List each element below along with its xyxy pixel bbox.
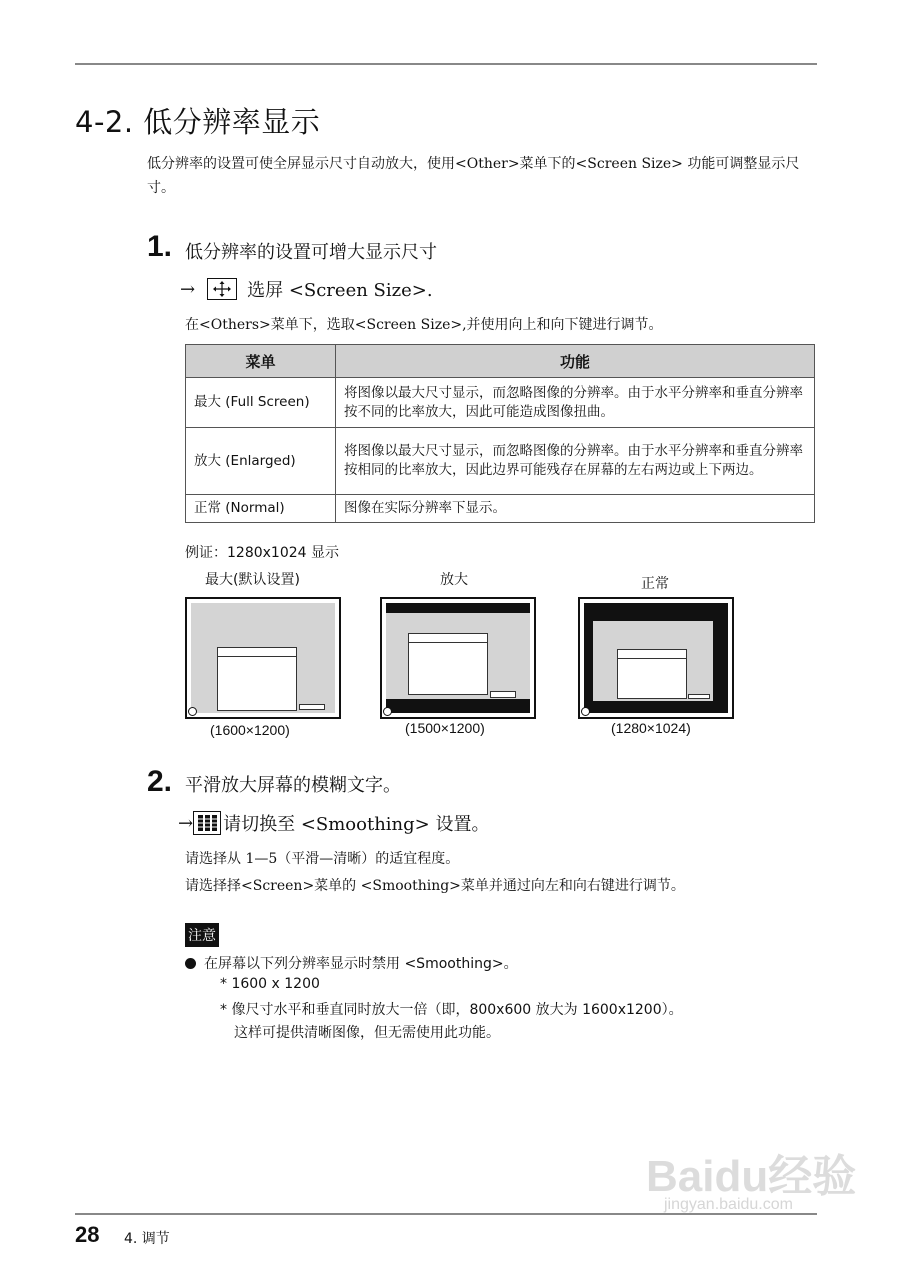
taskbar-item <box>688 694 710 699</box>
note-bullet <box>185 953 518 973</box>
table-row <box>186 428 815 495</box>
screen-size-icon <box>207 278 237 300</box>
step2-number: 2. <box>147 765 173 798</box>
arrow-icon: → <box>178 812 194 834</box>
resolution-enlarged: (1500×1200) <box>405 720 485 736</box>
resolution-normal: (1280×1024) <box>611 720 691 736</box>
step2-action <box>178 810 489 836</box>
watermark-url: jingyan.baidu.com <box>664 1196 793 1213</box>
power-led-icon <box>188 707 197 716</box>
screen-area <box>584 603 728 713</box>
example-label-enlarged: 放大 <box>440 572 468 588</box>
intro-text: 低分辨率的设置可使全屏显示尺寸自动放大，使用<Other>菜单下的<Screen Size> 功能可调整显示尺寸。 <box>147 156 800 196</box>
table-cell-function: 将图像以最大尺寸显示，而忽略图像的分辨率。由于水平分辨率和垂直分辨率按不同的比率放大，因此可能造成图像扭曲。 <box>336 378 815 428</box>
top-rule <box>75 63 817 65</box>
note-item2-cont: 这样可提供清晰图像，但无需使用此功能。 <box>234 1025 500 1041</box>
table-cell-function: 图像在实际分辨率下显示。 <box>336 495 815 523</box>
example-label-full: 最大(默认设置) <box>205 572 300 588</box>
monitor-full-screen <box>185 597 341 719</box>
note-badge: 注意 <box>185 923 219 947</box>
step2-line1: 请选择从 1—5（平滑—清晰）的适宜程度。 <box>185 851 460 867</box>
step1-instruction: 在<Others>菜单下，选取<Screen Size>,并使用向上和向下键进行调节。 <box>185 317 663 333</box>
note-bullet-text: 在屏幕以下列分辨率显示时禁用 <Smoothing>。 <box>204 956 518 972</box>
table-row <box>186 495 815 523</box>
step1-number: 1. <box>147 230 173 263</box>
step2-line2: 请选择择<Screen>菜单的 <Smoothing>菜单并通过向左和向右键进行调节。 <box>185 878 685 894</box>
step2-action-text: 请切换至 <Smoothing> 设置。 <box>223 814 490 835</box>
app-window <box>217 647 297 711</box>
app-window <box>617 649 687 699</box>
screen-area <box>386 603 530 713</box>
power-led-icon <box>383 707 392 716</box>
note-item1: * 1600 x 1200 <box>220 976 320 992</box>
power-led-icon <box>581 707 590 716</box>
table-cell-menu: 最大 (Full Screen) <box>186 378 336 428</box>
menu-function-table <box>185 344 815 523</box>
step2-heading: 平滑放大屏幕的模糊文字。 <box>185 775 401 796</box>
step1-action-text: 选屏 <Screen Size>. <box>247 280 433 301</box>
table-header-row <box>186 345 815 378</box>
watermark-brand: Baidu经验 <box>646 1152 857 1201</box>
resolution-full: (1600×1200) <box>210 722 290 738</box>
image-area <box>386 613 530 699</box>
table-row <box>186 378 815 428</box>
monitor-enlarged <box>380 597 536 719</box>
table-header-menu: 菜单 <box>186 345 336 378</box>
bottom-rule <box>75 1213 817 1215</box>
table-cell-menu: 正常 (Normal) <box>186 495 336 523</box>
table-cell-function: 将图像以最大尺寸显示，而忽略图像的分辨率。由于水平分辨率和垂直分辨率按相同的比率放大，因此边界可能残存在屏幕的左右两边或上下两边。 <box>336 428 815 495</box>
section-title: 4-2. 低分辨率显示 <box>75 105 321 139</box>
screen-area <box>191 603 335 713</box>
taskbar-item <box>490 691 516 698</box>
note-item2: * 像尺寸水平和垂直同时放大一倍（即，800x600 放大为 1600x1200）。 <box>220 1002 683 1018</box>
step1-heading: 低分辨率的设置可增大显示尺寸 <box>185 242 437 263</box>
example-label-normal: 正常 <box>641 576 669 592</box>
smoothing-icon <box>193 811 221 835</box>
chapter-label: 4. 调节 <box>124 1231 170 1247</box>
taskbar-item <box>299 704 325 710</box>
image-area <box>593 621 713 701</box>
example-caption: 例证：1280x1024 显示 <box>185 545 339 561</box>
page-number: 28 <box>75 1222 100 1247</box>
arrow-icon: → <box>180 278 196 300</box>
step1-action <box>180 276 433 302</box>
bullet-icon <box>185 958 196 969</box>
table-header-function: 功能 <box>336 345 815 378</box>
monitor-normal <box>578 597 734 719</box>
table-cell-menu: 放大 (Enlarged) <box>186 428 336 495</box>
app-window <box>408 633 488 695</box>
